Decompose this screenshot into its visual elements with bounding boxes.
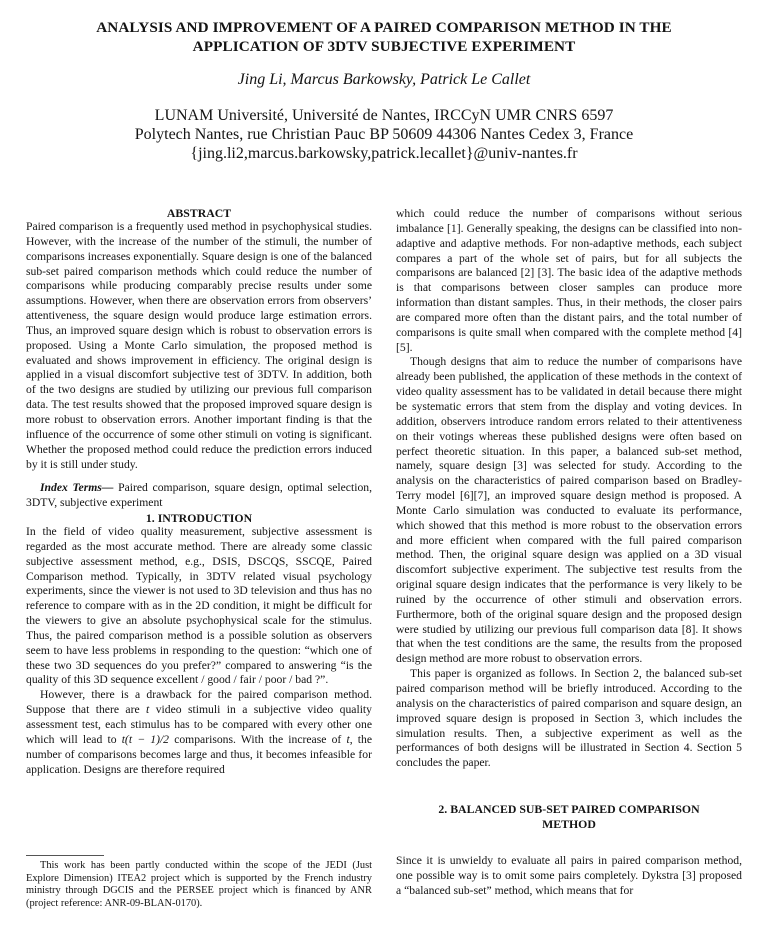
- math-t: t: [146, 703, 150, 717]
- math-formula: t(t − 1)/2: [121, 732, 170, 746]
- footnote-rule: [26, 855, 104, 856]
- section-2-paragraph-1: Since it is unwieldy to evaluate all pairs in paired comparison method, one possible way is to omit some pairs completely. Dykstra [3] proposed a “balanced sub-set” method, which means that for: [396, 854, 742, 897]
- footnote: [26, 860, 372, 910]
- paper-header: [20, 18, 748, 163]
- section-2-heading-line-1: 2. BALANCED SUB-SET PAIRED COMPARISON: [438, 802, 700, 817]
- author-list: Jing Li, Marcus Barkowsky, Patrick Le Callet: [237, 71, 531, 88]
- section-2-heading: [396, 802, 742, 832]
- intro-p2-part-a: However, there is a drawback for the paired comparison method. Suppose that there are: [26, 688, 372, 717]
- left-column: [26, 206, 372, 777]
- right-paragraph-3: This paper is organized as follows. In Section 2, the balanced sub-set paired comparison method will be briefly introduced. According to the analysis on the characteristics of paired comparison and square design, an improved square design is proposed in Section 3, which includes the simulation results. Then, a subjective experiment as well as the performances of both designs will be illustrated in Section 4. Section 5 concludes the paper.: [396, 667, 742, 770]
- abstract-text: Paired comparison is a frequently used method in psychophysical studies. However, with the increase of the number of the stimuli, the number of comparisons increases exponentially. Square design is one of the balanced sub-set paired comparison methods which could reduce the number of comparisons while producing comparably precise results under some assumptions. However, when there are observation errors from observers’ attentiveness, the square design would produce large estimation errors. Thus, an improved square design which is robust to observation errors is proposed. Using a Monte Carlo simulation, the proposed method is evaluated and shows improvement in efficiency. The original design is applied in a visual discomfort subjective test of 3DTV. In addition, both of the two designs are studied by utilizing our previous full comparison data. The test results showed that the proposed improved square design is more robust to observation errors. Another important finding is that the influence of the occurrence of some other stimuli on voting is significant. Whether the proposed method could reduce the prediction errors induced by it is still under study.: [26, 220, 372, 471]
- affiliation-line-1: LUNAM Université, Université de Nantes, IRCCyN UMR CNRS 6597: [154, 107, 614, 124]
- introduction-heading: 1. INTRODUCTION: [145, 511, 253, 526]
- paper-title: [20, 18, 748, 56]
- footnote-text: This work has been partly conducted within the scope of the JEDI (Just Explore Dimension) ITEA2 project which is supported by the French industry ministry through DGCIS and the PERSEE project which is financed by ANR (project reference: ANR-09-BLAN-0170).: [26, 860, 372, 909]
- intro-p2-part-d: , the number of comparisons becomes large and thus, it becomes infeasible for application. Designs are therefore required: [26, 732, 373, 776]
- intro-p2-part-b: video stimuli in a subjective video quality assessment test, each stimulus has to be compared with every other one which will lead to: [26, 703, 372, 746]
- index-terms-text: Paired comparison, square design, optimal selection, 3DTV, subjective experiment: [26, 481, 372, 510]
- title-line-2: APPLICATION OF 3DTV SUBJECTIVE EXPERIMENT: [192, 38, 576, 55]
- section-2-heading-line-2: METHOD: [542, 817, 596, 832]
- index-terms-label: Index Terms—: [40, 481, 114, 495]
- affiliation-line-2: Polytech Nantes, rue Christian Pauc BP 50609 44306 Nantes Cedex 3, France: [134, 126, 634, 143]
- right-column: [396, 207, 742, 899]
- title-line-1: ANALYSIS AND IMPROVEMENT OF A PAIRED COMPARISON METHOD IN THE: [96, 19, 672, 36]
- math-t: t: [346, 732, 350, 746]
- right-paragraph-2: Though designs that aim to reduce the number of comparisons have already been published, the application of these methods in the context of video quality assessment has to be validated in detail because there might be systematic errors that stem from the display and voting devices. In addition, observers introduce random errors related to their attentiveness on their votings whereas these published designs were often based on perfect theoretic situation. In this paper, a balanced sub-set method, namely, square design [3] was selected for study. According to the analysis on the characteristics of paired comparison based on Bradley-Terry model [6][7], an improved square design method is proposed. A Monte Carlo simulation was conducted to evaluate its performance, which showed that this method is more robust to the observation errors and more efficient when compared with the full paired comparison method. Then, the original square design was applied on a 3D visual discomfort subjective experiment. The subjective test results from the original square design indicates that the performance is very likely to be ruined by the occurrence of other stimuli and observation errors. Furthermore, both of the original square design and the proposed design were studied by utilizing our previous full comparison data [8]. It shows that when the test conditions are the same, the results from the proposed design method are more robust to observation errors.: [396, 355, 742, 666]
- affiliation: [20, 106, 748, 163]
- right-paragraph-1: which could reduce the number of comparisons without serious imbalance [1]. Generally speaking, the designs can be classified into non-adaptive and adaptive methods. For non-adaptive methods, each subject compares a part of the whole set of pairs, but for all subjects the comparisons are balanced [2] [3]. The basic idea of the adaptive methods is that comparisons between closer samples can produce more information than distant samples. Thus, in their methods, the closer pairs are compared more often than the distant pairs, and the total number of comparisons is quite small when compared with the complete method [4] [5].: [396, 207, 742, 354]
- intro-p2-part-c: comparisons. With the increase of: [169, 732, 347, 746]
- author-emails: {jing.li2,marcus.barkowsky,patrick.lecallet}@univ-nantes.fr: [190, 145, 578, 162]
- abstract-heading: ABSTRACT: [166, 206, 232, 220]
- intro-paragraph-2: [26, 688, 372, 777]
- intro-paragraph-1: In the field of video quality measurement, subjective assessment is regarded as the most accurate method. There are already some classic subjective assessment method, e.g., DSIS, DSCQS, SSCQE, Paired Comparison method. Typically, in 3DTV related visual psychology experiments, since the viewer is not used to 3D television and thus has no reference to compare with as in the 2D condition, it might be difficult for the viewers to give an absolute psychophysical scale for the stimulus. Thus, the paired comparison method is a possible solution as observers seem to have less problems in responding to the question: “which one of these two 3D sequences do you prefer?” compared to answering “is the quality of this 3D sequence excellent / good / fair / poor / bad ?”.: [26, 525, 372, 687]
- index-terms: [26, 481, 372, 511]
